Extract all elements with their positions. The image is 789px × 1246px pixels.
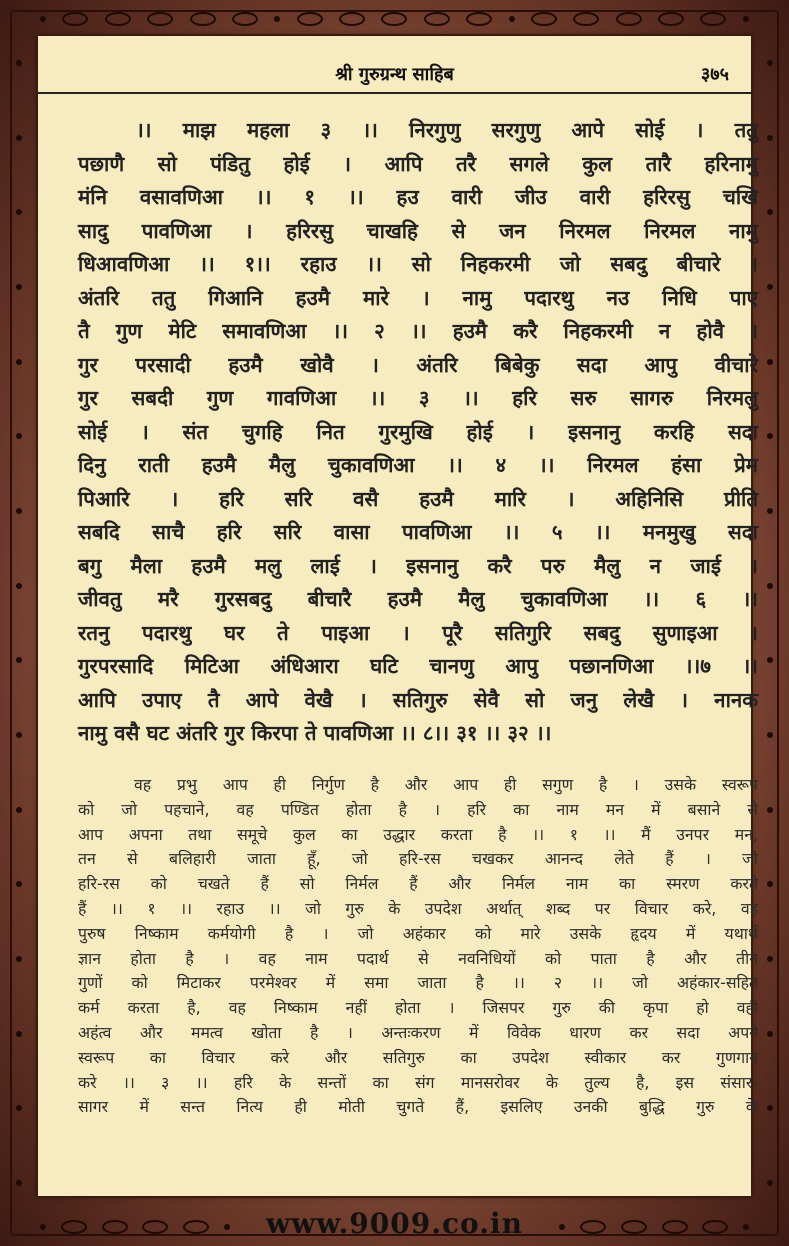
- translation-line: आप अपना तथा समूचे कुल का उद्धार करता है ।। १ ।। मैं उनपर मन,: [78, 824, 758, 844]
- translation-line: तन से बलिहारी जाता हूँ, जो हरि-रस चखकर आनन्द लेते हैं । जो: [78, 849, 758, 869]
- translation-line: ज्ञान होता है । वह नाम पदार्थ से नवनिधियों को पाता है और तीन: [78, 948, 758, 968]
- top-ornament: [40, 12, 749, 26]
- translation-line: हरि-रस को चखते हैं सो निर्मल हैं और निर्मल नाम का स्मरण करते: [78, 874, 758, 894]
- translation-line: को जो पहचाने, वह पण्डित होता है । हरि का नाम मन में बसाने से: [78, 799, 758, 819]
- verse-line: गुर परसादी हउमै खोवै । अंतरि बिबेकु सदा आपु वीचारे: [78, 352, 758, 377]
- verse-line: सबदि साचै हरि सरि वासा पावणिआ ।। ५ ।। मनमुखु सदा: [78, 520, 758, 544]
- scripture-page: [38, 36, 758, 1196]
- verse-line: ।। माझ महला ३ ।। निरगुणु सरगुणु आपे सोई । ततु: [136, 118, 758, 142]
- translation-line: गुणों को मिटाकर परमेश्वर में समा जाता है ।। २ ।। जो अहंकार-सहित: [78, 973, 758, 993]
- verse-line: बगु मैला हउमै मलु लाई । इसनानु करै परु मैलु न जाई ।: [78, 553, 758, 578]
- verse-line: पिआरि । हरि सरि वसै हउमै मारि । अहिनिसि प्रीति: [78, 486, 758, 511]
- translation-line: पुरुष निष्काम कर्मयोगी है । जो अहंकार को मारे उसके हृदय में यथार्थ: [78, 923, 758, 943]
- verse-line: पछाणै सो पंडितु होई । आपि तरै सगले कुल तारै हरिनामु: [78, 151, 758, 176]
- translation-line: स्वरूप का विचार करे और सतिगुरु का उपदेश स्वीकार कर गुणगान: [78, 1047, 758, 1067]
- header-rule: [38, 92, 751, 94]
- website-url[interactable]: www.9009.co.in: [266, 1207, 523, 1240]
- translation-line: कर्म करता है, वह निष्काम नहीं होता । जिसपर गुरु की कृपा हो वही: [78, 998, 758, 1018]
- verse-line: गुर सबदी गुण गावणिआ ।। ३ ।। हरि सरु सागरु निरमलु: [78, 386, 758, 410]
- verse-line: धिआवणिआ ।। १।। रहाउ ।। सो निहकरमी जो सबदु बीचारे ।: [78, 252, 758, 276]
- right-ornament: [761, 60, 779, 1186]
- verse-line: मंनि वसावणिआ ।। १ ।। हउ वारी जीउ वारी हरिरसु चखि: [78, 185, 758, 209]
- verse-line: सोई । संत चुगहि नित गुरमुखि होई । इसनानु करहि सदा: [78, 419, 758, 444]
- hindi-translation-block: [78, 773, 758, 1120]
- translation-line: सागर में सन्त नित्य ही मोती चुगते हैं, इसलिए उनकी बुद्धि गुरु के: [78, 1097, 758, 1117]
- verse-line: सादु पावणिआ । हरिरसु चाखहि से जन निरमल निरमल नामु: [78, 218, 758, 243]
- verse-line: नामु वसै घट अंतरि गुर किरपा ते पावणिआ ।। ८।। ३१ ।। ३२ ।।: [78, 721, 552, 745]
- book-title: श्री गुरुग्रन्थ साहिब: [335, 64, 454, 85]
- gurbani-verse-block: [78, 114, 758, 751]
- verse-line: जीवतु मरै गुरसबदु बीचारै हउमै मैलु चुकावणिआ ।। ६ ।।: [78, 587, 758, 611]
- translation-line: अहंत्व और ममत्व खोता है । अन्तःकरण में विवेक धारण कर सदा अपने: [78, 1022, 758, 1042]
- page-number: ३७५: [700, 64, 729, 85]
- verse-line: आपि उपाए तै आपे वेखै । सतिगुरु सेवै सो जनु लेखै । नानक: [78, 687, 758, 712]
- verse-line: दिनु राती हउमै मैलु चुकावणिआ ।। ४ ।। निरमल हंसा प्रेम: [78, 453, 758, 477]
- verse-line: अंतरि ततु गिआनि हउमै मारे । नामु पदारथु नउ निधि पाए: [78, 285, 758, 310]
- verse-line: गुरपरसादि मिटिआ अंधिआरा घटि चानणु आपु पछानणिआ ।।७ ।।: [78, 654, 758, 678]
- left-ornament: [10, 60, 28, 1186]
- translation-line: वह प्रभु आप ही निर्गुण है और आप ही सगुण है । उसके स्वरूप: [134, 775, 758, 794]
- translation-line: करे ।। ३ ।। हरि के सन्तों का संग मानसरोवर के तुल्य है, इस संसार-: [78, 1072, 758, 1092]
- verse-line: तै गुण मेटि समावणिआ ।। २ ।। हउमै करै निहकरमी न होवै ।: [78, 319, 758, 343]
- page-footer: [0, 1196, 789, 1246]
- page-header: [38, 58, 751, 90]
- verse-line: रतनु पदारथु घर ते पाइआ । पूरै सतिगुरि सबदु सुणाइआ ।: [78, 620, 758, 645]
- translation-line: हैं ।। १ ।। रहाउ ।। जो गुरु के उपदेश अर्थात् शब्द पर विचार करे, वह: [78, 898, 758, 918]
